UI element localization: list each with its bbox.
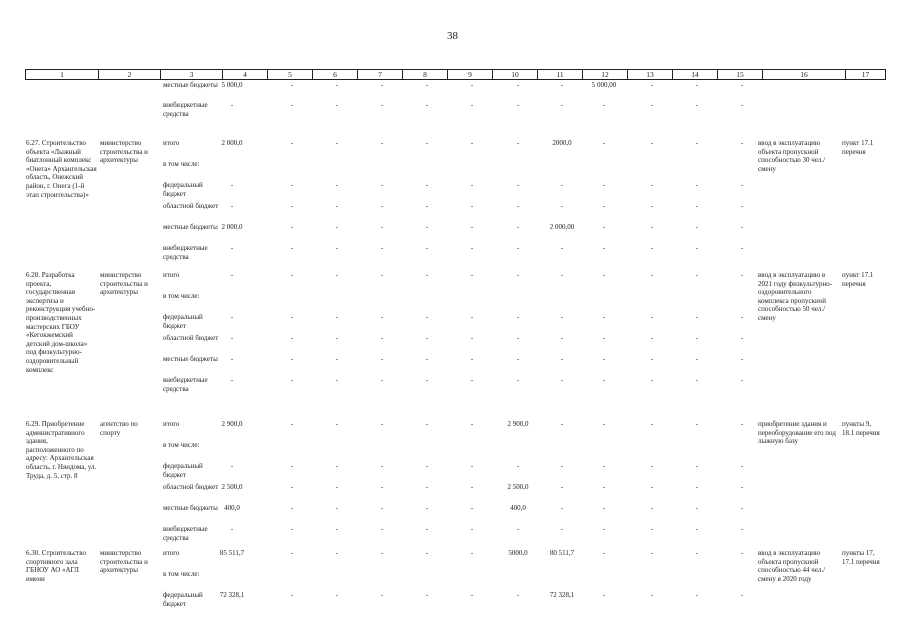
value-cell: - [650, 313, 654, 321]
value-cell: - [740, 202, 744, 210]
row-label: в том числе: [163, 570, 200, 578]
value-cell: - [380, 81, 384, 89]
value-cell: 2 000,00 [549, 223, 575, 231]
value-cell: - [695, 313, 699, 321]
header-cell: 15 [718, 70, 763, 80]
value-cell: - [695, 223, 699, 231]
header-cell: 17 [846, 70, 886, 80]
header-cell: 9 [448, 70, 493, 80]
row-label: итого [163, 420, 180, 428]
value-cell: - [695, 81, 699, 89]
value-cell: - [560, 525, 564, 533]
value-cell: - [230, 525, 234, 533]
value-cell: - [650, 483, 654, 491]
item-title: 6.29. Приобретение административного здания, расположенного по адресу: Архангельская область, г. Няндома, ул. Труда, д. 5, стр. 8 [26, 420, 97, 480]
value-cell: - [560, 376, 564, 384]
item-executor: министерство строительства и архитектуры [100, 549, 148, 575]
value-cell: - [602, 313, 606, 321]
value-cell: - [740, 376, 744, 384]
value-cell: - [602, 462, 606, 470]
value-cell: - [425, 313, 429, 321]
value-cell: - [290, 376, 294, 384]
value-cell: - [470, 223, 474, 231]
value-cell: - [425, 223, 429, 231]
value-cell: - [290, 549, 294, 557]
value-cell: - [695, 271, 699, 279]
value-cell: - [602, 504, 606, 512]
value-cell: - [695, 591, 699, 599]
value-cell: - [650, 139, 654, 147]
value-cell: - [230, 462, 234, 470]
value-cell: - [230, 101, 234, 109]
row-label: внебюджетные средства [163, 244, 208, 261]
header-cell: 1 [26, 70, 99, 80]
value-cell: - [470, 376, 474, 384]
value-cell: - [516, 313, 520, 321]
item-title: 6.28. Разработка проекта, государственная экспертиза и реконструкция учебно-производственных мастерских ГБОУ «Кегокжемский детский дом-школа» под физкультурно-оздоровительный комплекс [26, 271, 96, 374]
row-label: областной бюджет [163, 334, 219, 342]
value-cell: - [470, 271, 474, 279]
value-cell: - [602, 101, 606, 109]
value-cell: - [602, 271, 606, 279]
value-cell: - [290, 313, 294, 321]
value-cell: - [380, 483, 384, 491]
value-cell: - [650, 420, 654, 428]
header-cell: 3 [161, 70, 223, 80]
value-cell: - [425, 202, 429, 210]
value-cell: - [560, 81, 564, 89]
item-reference: пункты 9, 18.1 перечня [842, 420, 880, 437]
value-cell: - [230, 271, 234, 279]
value-cell: - [740, 549, 744, 557]
value-cell: - [335, 81, 339, 89]
value-cell: - [335, 202, 339, 210]
value-cell: - [470, 202, 474, 210]
value-cell: - [290, 462, 294, 470]
value-cell: - [602, 549, 606, 557]
value-cell: - [695, 334, 699, 342]
value-cell: - [695, 101, 699, 109]
row-label: областной бюджет [163, 202, 219, 210]
item-result: ввод в эксплуатацию в 2021 году физкультурно-оздоровительного комплекса пропускной способностью 50 чел./смену [758, 271, 833, 322]
value-cell: - [335, 420, 339, 428]
value-cell: - [335, 591, 339, 599]
value-cell: - [380, 244, 384, 252]
value-cell: - [380, 525, 384, 533]
value-cell: - [695, 376, 699, 384]
value-cell: - [740, 420, 744, 428]
value-cell: - [380, 181, 384, 189]
value-cell: - [602, 376, 606, 384]
header-cell: 8 [403, 70, 448, 80]
value-cell: - [602, 355, 606, 363]
value-cell: - [425, 525, 429, 533]
value-cell: - [290, 483, 294, 491]
value-cell: - [516, 376, 520, 384]
value-cell: - [230, 181, 234, 189]
value-cell: - [335, 483, 339, 491]
item-reference: пункт 17.1 перечня [842, 271, 874, 288]
value-cell: - [425, 244, 429, 252]
value-cell: - [516, 462, 520, 470]
value-cell: - [425, 181, 429, 189]
value-cell: - [290, 181, 294, 189]
value-cell: - [650, 591, 654, 599]
value-cell: - [602, 420, 606, 428]
row-label: областной бюджет [163, 483, 219, 491]
value-cell: - [335, 271, 339, 279]
value-cell: - [560, 202, 564, 210]
value-cell: - [290, 504, 294, 512]
value-cell: - [470, 139, 474, 147]
value-cell: - [516, 355, 520, 363]
value-cell: - [516, 223, 520, 231]
value-cell: 5 000,00 [591, 81, 617, 89]
value-cell: - [470, 81, 474, 89]
value-cell: - [470, 244, 474, 252]
value-cell: - [602, 591, 606, 599]
value-cell: - [560, 244, 564, 252]
row-label: федеральный бюджет [163, 591, 203, 608]
value-cell: - [740, 462, 744, 470]
value-cell: - [650, 202, 654, 210]
value-cell: - [560, 181, 564, 189]
row-label: местные бюджеты [163, 504, 218, 512]
header-cell: 4 [223, 70, 268, 80]
value-cell: - [695, 462, 699, 470]
value-cell: - [740, 139, 744, 147]
value-cell: - [425, 591, 429, 599]
header-cell: 13 [628, 70, 673, 80]
row-label: федеральный бюджет [163, 313, 203, 330]
value-cell: - [470, 313, 474, 321]
row-label: в том числе: [163, 292, 200, 300]
value-cell: - [380, 139, 384, 147]
value-cell: - [740, 483, 744, 491]
value-cell: 2000,0 [552, 139, 572, 147]
value-cell: - [335, 181, 339, 189]
value-cell: - [380, 202, 384, 210]
value-cell: 2 500,0 [221, 483, 243, 491]
value-cell: - [695, 355, 699, 363]
value-cell: - [230, 376, 234, 384]
value-cell: - [650, 549, 654, 557]
value-cell: - [425, 271, 429, 279]
value-cell: - [516, 525, 520, 533]
value-cell: 2 000,0 [221, 223, 243, 231]
item-title: 6.30. Строительство спортивного зала ГБНОУ АО «АГЛ имени [26, 549, 86, 583]
value-cell: - [470, 462, 474, 470]
value-cell: - [470, 483, 474, 491]
value-cell: - [560, 483, 564, 491]
value-cell: - [560, 355, 564, 363]
value-cell: - [290, 139, 294, 147]
value-cell: - [602, 181, 606, 189]
item-reference: пункты 17, 17.1 перечня [842, 549, 880, 566]
value-cell: - [335, 525, 339, 533]
value-cell: - [335, 223, 339, 231]
value-cell: - [230, 202, 234, 210]
value-cell: - [602, 202, 606, 210]
value-cell: - [380, 549, 384, 557]
value-cell: - [650, 462, 654, 470]
value-cell: - [380, 313, 384, 321]
value-cell: - [650, 181, 654, 189]
value-cell: - [516, 334, 520, 342]
value-cell: - [695, 483, 699, 491]
header-cell: 11 [538, 70, 583, 80]
value-cell: - [516, 591, 520, 599]
value-cell: - [380, 271, 384, 279]
value-cell: - [516, 81, 520, 89]
row-label: федеральный бюджет [163, 462, 203, 479]
value-cell: - [470, 549, 474, 557]
header-cell: 2 [99, 70, 161, 80]
value-cell: - [470, 525, 474, 533]
value-cell: - [560, 313, 564, 321]
row-label: федеральный бюджет [163, 181, 203, 198]
value-cell: 5000,0 [508, 549, 528, 557]
value-cell: - [380, 223, 384, 231]
value-cell: - [380, 355, 384, 363]
row-label: в том числе: [163, 160, 200, 168]
value-cell: - [650, 223, 654, 231]
value-cell: - [516, 101, 520, 109]
row-label: внебюджетные средства [163, 525, 208, 542]
value-cell: - [650, 81, 654, 89]
header-cell: 6 [313, 70, 358, 80]
item-result: ввод в эксплуатацию объекта пропускной способностью 30 чел./смену [758, 139, 826, 173]
value-cell: - [425, 139, 429, 147]
value-cell: - [602, 139, 606, 147]
value-cell: - [560, 420, 564, 428]
value-cell: - [695, 202, 699, 210]
value-cell: - [380, 376, 384, 384]
value-cell: - [380, 334, 384, 342]
header-cell: 14 [673, 70, 718, 80]
value-cell: - [695, 181, 699, 189]
value-cell: - [740, 334, 744, 342]
value-cell: - [335, 334, 339, 342]
value-cell: - [560, 462, 564, 470]
value-cell: - [602, 483, 606, 491]
value-cell: - [740, 101, 744, 109]
value-cell: - [425, 81, 429, 89]
value-cell: - [695, 504, 699, 512]
value-cell: - [230, 244, 234, 252]
row-label: итого [163, 549, 180, 557]
value-cell: - [740, 223, 744, 231]
value-cell: - [380, 420, 384, 428]
value-cell: - [516, 202, 520, 210]
value-cell: - [740, 591, 744, 599]
value-cell: 72 328,1 [549, 591, 575, 599]
value-cell: - [695, 139, 699, 147]
row-label: итого [163, 271, 180, 279]
value-cell: - [740, 355, 744, 363]
value-cell: - [290, 525, 294, 533]
value-cell: - [695, 420, 699, 428]
row-label: внебюджетные средства [163, 376, 208, 393]
value-cell: - [650, 244, 654, 252]
value-cell: - [740, 525, 744, 533]
value-cell: - [560, 271, 564, 279]
value-cell: 400,0 [224, 504, 240, 512]
page-number: 38 [447, 30, 458, 42]
value-cell: - [290, 101, 294, 109]
value-cell: - [740, 313, 744, 321]
value-cell: - [335, 355, 339, 363]
value-cell: - [740, 271, 744, 279]
row-label: местные бюджеты [163, 223, 218, 231]
header-cell: 10 [493, 70, 538, 80]
value-cell: - [470, 101, 474, 109]
value-cell: - [740, 244, 744, 252]
column-header-row [25, 69, 886, 80]
value-cell: - [425, 462, 429, 470]
value-cell: 2 000,0 [221, 139, 243, 147]
row-label: внебюджетные средства [163, 101, 208, 118]
header-cell: 7 [358, 70, 403, 80]
value-cell: - [650, 334, 654, 342]
value-cell: - [560, 334, 564, 342]
value-cell: - [290, 81, 294, 89]
value-cell: - [425, 504, 429, 512]
value-cell: - [425, 355, 429, 363]
value-cell: - [695, 525, 699, 533]
value-cell: - [230, 313, 234, 321]
value-cell: - [695, 244, 699, 252]
value-cell: - [516, 271, 520, 279]
value-cell: - [470, 334, 474, 342]
value-cell: - [380, 101, 384, 109]
value-cell: - [740, 81, 744, 89]
value-cell: - [230, 355, 234, 363]
row-label: местные бюджеты [163, 81, 218, 89]
value-cell: - [335, 549, 339, 557]
value-cell: - [650, 376, 654, 384]
value-cell: - [335, 376, 339, 384]
value-cell: - [516, 244, 520, 252]
item-title: 6.27. Строительство объекта «Лыжный биатлонный комплекс «Онега» Архангельская область, Онежский район, г. Онега (1-й этап строительства)» [26, 139, 97, 199]
value-cell: 85 511,7 [219, 549, 245, 557]
header-cell: 16 [763, 70, 846, 80]
value-cell: - [290, 271, 294, 279]
value-cell: - [335, 313, 339, 321]
value-cell: - [470, 504, 474, 512]
value-cell: - [602, 223, 606, 231]
value-cell: - [290, 355, 294, 363]
header-cell: 5 [268, 70, 313, 80]
value-cell: 400,0 [510, 504, 526, 512]
value-cell: - [516, 181, 520, 189]
header-cell: 12 [583, 70, 628, 80]
value-cell: - [290, 202, 294, 210]
value-cell: - [290, 223, 294, 231]
value-cell: - [740, 504, 744, 512]
row-label: итого [163, 139, 180, 147]
item-reference: пункт 17.1 перечня [842, 139, 874, 156]
value-cell: - [560, 101, 564, 109]
value-cell: - [425, 334, 429, 342]
item-result: ввод в эксплуатацию объекта пропускной способностью 44 чел./смену в 2020 году [758, 549, 826, 583]
value-cell: - [335, 139, 339, 147]
item-executor: министерство строительства и архитектуры [100, 271, 148, 297]
value-cell: - [290, 420, 294, 428]
value-cell: - [470, 181, 474, 189]
value-cell: 2 500,0 [507, 483, 529, 491]
item-executor: министерство строительства и архитектуры [100, 139, 148, 165]
value-cell: 2 900,0 [507, 420, 529, 428]
value-cell: - [425, 376, 429, 384]
value-cell: - [740, 181, 744, 189]
value-cell: - [470, 591, 474, 599]
row-label: местные бюджеты [163, 355, 218, 363]
value-cell: - [380, 504, 384, 512]
value-cell: - [380, 591, 384, 599]
value-cell: - [650, 504, 654, 512]
value-cell: - [335, 101, 339, 109]
value-cell: - [335, 244, 339, 252]
value-cell: - [560, 504, 564, 512]
value-cell: - [470, 355, 474, 363]
value-cell: - [425, 549, 429, 557]
value-cell: - [335, 462, 339, 470]
value-cell: - [650, 355, 654, 363]
value-cell: - [650, 101, 654, 109]
value-cell: - [602, 525, 606, 533]
value-cell: - [425, 420, 429, 428]
item-executor: агентство по спорту [100, 420, 138, 437]
value-cell: 5 000,0 [221, 81, 243, 89]
value-cell: 2 900,0 [221, 420, 243, 428]
value-cell: - [380, 462, 384, 470]
value-cell: - [602, 244, 606, 252]
value-cell: - [230, 334, 234, 342]
value-cell: - [290, 244, 294, 252]
value-cell: - [516, 139, 520, 147]
value-cell: 80 511,7 [549, 549, 575, 557]
value-cell: - [695, 549, 699, 557]
value-cell: - [602, 334, 606, 342]
value-cell: 72 328,1 [219, 591, 245, 599]
value-cell: - [425, 101, 429, 109]
row-label: в том числе: [163, 441, 200, 449]
item-result: приобретение здания и переоборудование его под лыжную базу [758, 420, 836, 446]
value-cell: - [425, 483, 429, 491]
value-cell: - [650, 271, 654, 279]
value-cell: - [335, 504, 339, 512]
value-cell: - [290, 334, 294, 342]
value-cell: - [470, 420, 474, 428]
value-cell: - [290, 591, 294, 599]
value-cell: - [650, 525, 654, 533]
